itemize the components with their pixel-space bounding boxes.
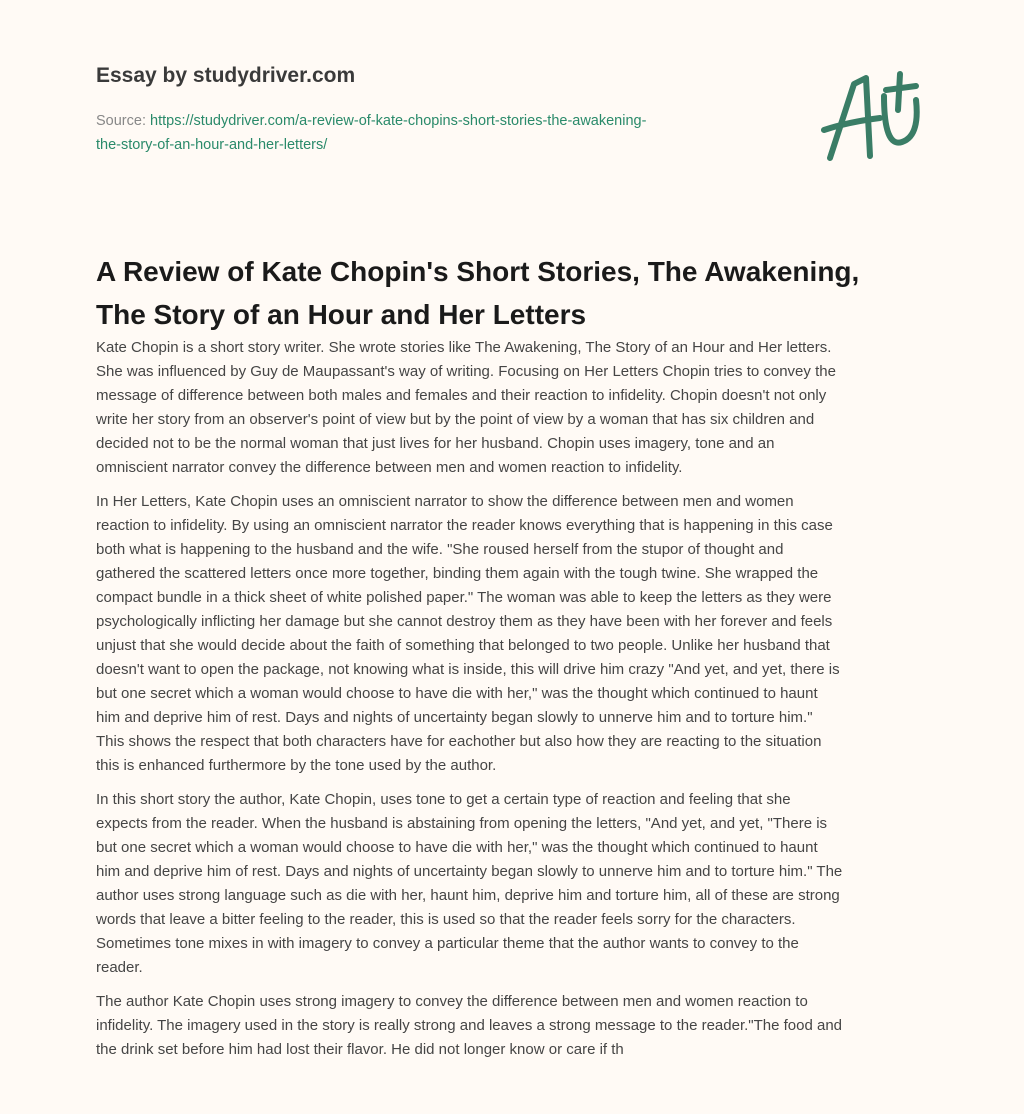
paragraph-line: omniscient narrator convey the difference between men and women reaction to infidelity. bbox=[96, 459, 683, 476]
source-link-line2[interactable]: the-story-of-an-hour-and-her-letters/ bbox=[96, 137, 328, 153]
title-line-2: The Story of an Hour and Her Letters bbox=[96, 299, 587, 330]
source-line bbox=[96, 109, 646, 157]
paragraph bbox=[96, 490, 946, 778]
paragraph-line: Kate Chopin is a short story writer. She wrote stories like The Awakening, The Story of an Hour and Her letters. bbox=[96, 339, 832, 356]
article-title bbox=[96, 250, 956, 336]
paragraph-line: but one secret which a woman would choose to have die with her," was the thought which continued to haunt bbox=[96, 839, 818, 856]
paragraph-line: message of difference between both males and females and their reaction to infidelity. Chopin doesn't not only bbox=[96, 387, 827, 404]
paragraph-line: words that leave a bitter feeling to the reader, this is used so that the reader feels sorry for the characters. bbox=[96, 911, 796, 928]
paragraph bbox=[96, 336, 946, 480]
paragraph-line: In Her Letters, Kate Chopin uses an omniscient narrator to show the difference between men and women bbox=[96, 493, 794, 510]
paragraph-line: the drink set before him had lost their flavor. He did not longer know or care if th bbox=[96, 1041, 624, 1058]
a-plus-logo-icon bbox=[818, 66, 930, 166]
paragraph-line: compact bundle in a thick sheet of white polished paper." The woman was able to keep the letters as they were bbox=[96, 589, 832, 606]
source-label: Source: bbox=[96, 113, 146, 129]
paragraph-line: expects from the reader. When the husband is abstaining from opening the letters, "And yet, and yet, "There is bbox=[96, 815, 828, 832]
site-brand: Essay by studydriver.com bbox=[96, 64, 356, 87]
paragraph-line: him and deprive him of rest. Days and nights of uncertainty began slowly to unnerve him and to torture him." The bbox=[96, 863, 843, 880]
title-line-1: A Review of Kate Chopin's Short Stories, The Awakening, bbox=[96, 256, 860, 287]
paragraph-line: this is enhanced furthermore by the tone used by the author. bbox=[96, 757, 497, 774]
paragraph-line: gathered the scattered letters once more together, binding them again with the tough twine. She wrapped the bbox=[96, 565, 819, 582]
paragraph bbox=[96, 990, 946, 1062]
paragraph-line: write her story from an observer's point of view but by the point of view by a woman that has six children and bbox=[96, 411, 815, 428]
paragraph-line: unjust that she would decide about the faith of something that belonged to two people. Unlike her husband that bbox=[96, 637, 830, 654]
paragraph-line: him and deprive him of rest. Days and nights of uncertainty began slowly to unnerve him and to torture him." bbox=[96, 709, 813, 726]
paragraph bbox=[96, 788, 946, 980]
paragraph-line: author uses strong language such as die with her, haunt him, deprive him and torture him, all of these are strong bbox=[96, 887, 840, 904]
paragraph-line: This shows the respect that both characters have for eachother but also how they are reacting to the situation bbox=[96, 733, 822, 750]
paragraph-line: both what is happening to the husband and the wife. "She roused herself from the stupor of thought and bbox=[96, 541, 784, 558]
paragraph-line: psychologically inflicting her damage but she cannot destroy them as they have been with her forever and feels bbox=[96, 613, 833, 630]
paragraph-line: Sometimes tone mixes in with imagery to convey a particular theme that the author wants to convey to the bbox=[96, 935, 799, 952]
paragraph-line: In this short story the author, Kate Chopin, uses tone to get a certain type of reaction and feeling that she bbox=[96, 791, 791, 808]
paragraph-line: reader. bbox=[96, 959, 143, 976]
paragraph-line: reaction to infidelity. By using an omniscient narrator the reader knows everything that is happening in this case bbox=[96, 517, 833, 534]
paragraph-line: infidelity. The imagery used in the story is really strong and leaves a strong message to the reader."The food and bbox=[96, 1017, 843, 1034]
paragraph-line: but one secret which a woman would choose to have die with her," was the thought which continued to haunt bbox=[96, 685, 818, 702]
paragraph-line: decided not to be the normal woman that just lives for her husband. Chopin uses imagery, tone and an bbox=[96, 435, 775, 452]
paragraph-line: She was influenced by Guy de Maupassant's way of writing. Focusing on Her Letters Chopin tries to convey the bbox=[96, 363, 836, 380]
source-link[interactable] bbox=[96, 113, 646, 153]
article-body bbox=[96, 336, 946, 1072]
paragraph-line: The author Kate Chopin uses strong imagery to convey the difference between men and women reaction to bbox=[96, 993, 808, 1010]
paragraph-line: doesn't want to open the package, not knowing what is inside, this will drive him crazy "And yet, and yet, there is bbox=[96, 661, 840, 678]
source-link-line1[interactable]: https://studydriver.com/a-review-of-kate-chopins-short-stories-the-awakening- bbox=[150, 113, 647, 129]
